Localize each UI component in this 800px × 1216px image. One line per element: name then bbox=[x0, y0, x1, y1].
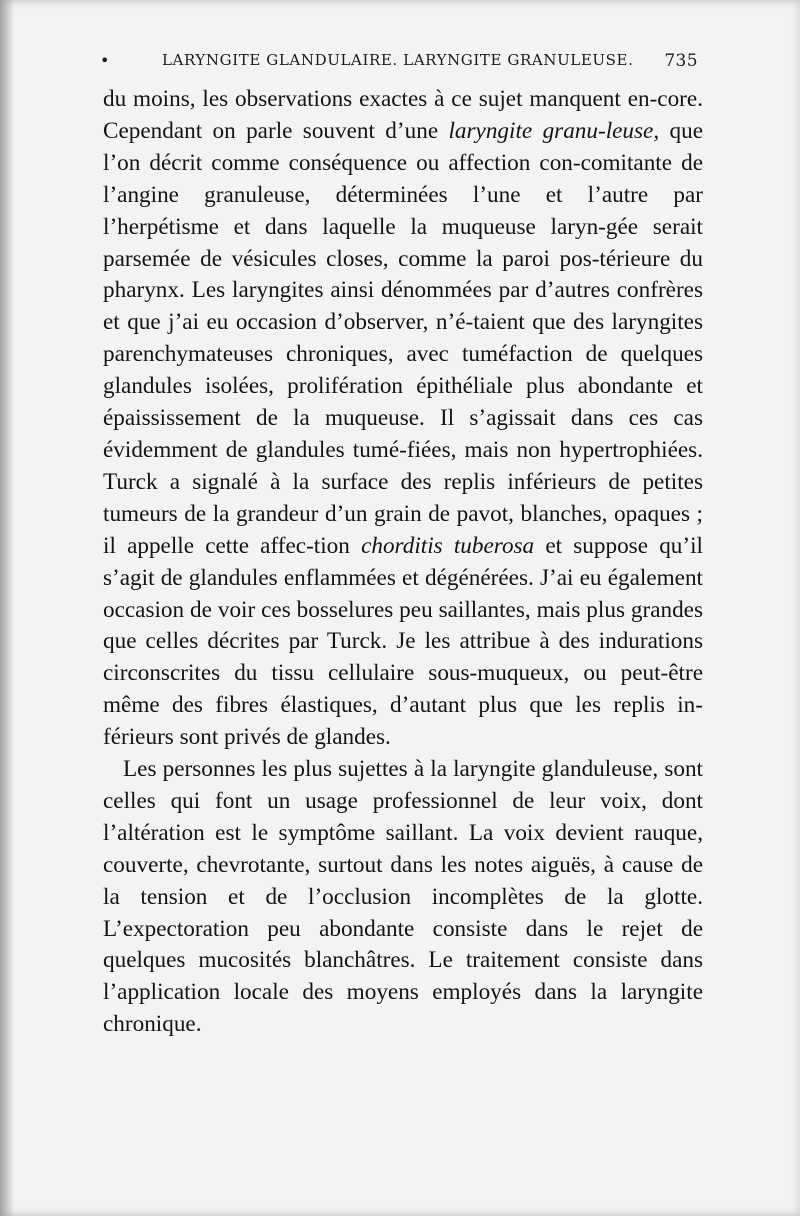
page-number: 735 bbox=[664, 51, 698, 71]
running-title: LARYNGITE GLANDULAIRE. LARYNGITE GRANULEUSE. bbox=[162, 51, 634, 69]
text-run: du moins, les observations exactes à ce sujet manquent en-core. Cependant on parle souvent d’une bbox=[103, 86, 703, 144]
text-run: et suppose qu’il s’agit de glandules enflammées et dégénérées. J’ai eu également occasion de voir ces bosselures peu saillantes, mais plus grandes que celles décrites par Turck. Je les attribue à des indurations circonscrites du tissu cellulaire sous-muqueux, ou peut-être même des fibres élastiques, d’autant plus que les replis in-férieurs sont privés de glandes. bbox=[103, 532, 703, 751]
binding-shadow bbox=[0, 0, 14, 1216]
text-run: que l’on décrit comme conséquence ou affection con-comitante de l’angine granuleuse, déterminées l’une et l’autre par l’herpétisme et dans laquelle la muqueuse laryn-gée serait parsemée de vésicules closes, comme la paroi pos-térieure du pharynx. Les laryngites ainsi dénommées par d’autres confrères et que j’ai eu occasion d’observer, n’é-taient que des laryngites parenchymateuses chroniques, avec tuméfaction de quelques glandules isolées, prolifération épithéliale plus abondante et épaississement de la muqueuse. Il s’agissait dans ces cas évidemment de glandules tumé-fiées, mais non hypertrophiées. Turck a signalé à la surface des replis inférieurs de petites tumeurs de la grandeur d’un grain de pavot, blanches, opaques ; il appelle cette affec-tion bbox=[103, 117, 703, 559]
text-run: Les personnes les plus sujettes à la laryngite glanduleuse, sont celles qui font un usage professionnel de leur voix, dont l’altération est le symptôme saillant. La voix devient rauque, couverte, chevrotante, surtout dans les notes aiguës, à cause de la tension et de l’occlusion incomplètes de la glotte. L’expectoration peu abondante consiste dans le rejet de quelques mucosités blanchâtres. Le traitement consiste dans l’application locale des moyens employés dans la laryngite chronique. bbox=[103, 756, 703, 1038]
running-head bbox=[100, 50, 700, 74]
italic-text-run: chorditis tuberosa bbox=[361, 532, 535, 559]
body-text bbox=[103, 84, 703, 1041]
paragraph bbox=[103, 84, 703, 754]
paragraph bbox=[103, 754, 703, 1041]
italic-text-run: laryngite granu-leuse, bbox=[448, 117, 660, 144]
header-mark: • bbox=[100, 51, 110, 70]
